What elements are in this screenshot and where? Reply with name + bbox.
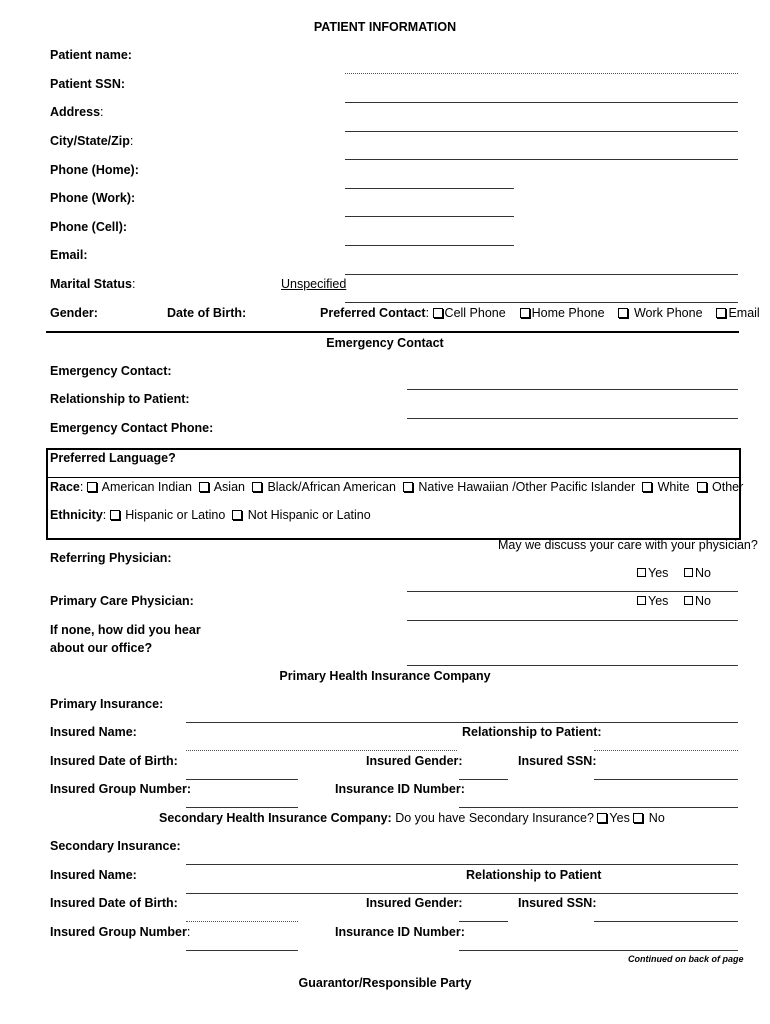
checkbox-icon [110, 510, 120, 520]
city-label-text: City/State/Zip [50, 134, 130, 148]
secondary-ssn-field[interactable] [594, 921, 738, 922]
language-label: Preferred Language? [50, 451, 176, 465]
primary-physician-field[interactable] [407, 620, 738, 621]
referring-no-checkbox[interactable] [684, 566, 711, 580]
city-field[interactable] [345, 159, 738, 160]
contact-email-label: Email [728, 306, 760, 320]
hear-label-line-2: about our office? [50, 641, 153, 655]
contact-cell-checkbox[interactable] [433, 306, 506, 320]
race-option-label: Other [712, 480, 744, 494]
page-title: PATIENT INFORMATION [313, 20, 457, 34]
patient-ssn-label: Patient SSN: [50, 77, 126, 91]
race-option-label: Native Hawaiian /Other Pacific Islander [418, 480, 636, 494]
marital-field[interactable] [345, 302, 738, 303]
secondary-insured-name-label: Insured Name: [50, 868, 137, 882]
ethnicity-option-label: Hispanic or Latino [125, 508, 226, 522]
checkbox-icon [199, 482, 209, 492]
secondary-group-label-text: Insured Group Number [50, 925, 187, 939]
checkbox-icon [716, 308, 726, 318]
checkbox-icon [87, 482, 97, 492]
primary-id-label: Insurance ID Number: [335, 782, 465, 796]
primary-ssn-label: Insured SSN: [518, 754, 597, 768]
race-option-label: American Indian [101, 480, 192, 494]
hear-label-line-1: If none, how did you hear [50, 623, 201, 637]
primary-insured-name-field[interactable] [186, 750, 457, 751]
primary-insurance-field[interactable] [186, 722, 738, 723]
primary-id-field[interactable] [459, 807, 738, 808]
contact-work-checkbox[interactable] [618, 306, 702, 320]
referring-physician-field[interactable] [407, 591, 738, 592]
primary-insurance-label: Primary Insurance: [50, 697, 164, 711]
emergency-contact-field[interactable] [407, 389, 738, 390]
emergency-contact-label: Emergency Contact: [50, 364, 172, 378]
checkbox-icon [637, 596, 646, 605]
primary-gender-field[interactable] [459, 779, 508, 780]
primary-no-checkbox[interactable] [684, 594, 711, 608]
dob-label: Date of Birth: [167, 306, 247, 320]
emergency-heading: Emergency Contact [326, 336, 444, 350]
contact-email-checkbox[interactable] [716, 306, 759, 320]
secondary-gender-field[interactable] [459, 921, 508, 922]
secondary-ssn-label: Insured SSN: [518, 896, 597, 910]
gender-label: Gender: [50, 306, 98, 320]
checkbox-icon [633, 813, 643, 823]
race-row: Race: American Indian Asian Black/African American Native Hawaiian /Other Pacific Islander White Other [50, 480, 744, 494]
checkbox-icon [618, 308, 628, 318]
emergency-relationship-label: Relationship to Patient: [50, 392, 190, 406]
race-asian-checkbox[interactable] [199, 480, 245, 494]
race-option-label: White [657, 480, 690, 494]
ethnicity-not-hispanic-checkbox[interactable] [232, 508, 370, 522]
continued-note: Continued on back of page [628, 954, 744, 964]
secondary-id-label: Insurance ID Number: [335, 925, 465, 939]
patient-name-field[interactable] [345, 73, 738, 74]
race-option-label: Asian [213, 480, 245, 494]
primary-insurance-heading: Primary Health Insurance Company [279, 669, 491, 683]
city-label: City/State/Zip: [50, 134, 134, 148]
checkbox-icon [252, 482, 262, 492]
primary-relationship-label: Relationship to Patient: [462, 725, 602, 739]
secondary-relationship-label: Relationship to Patient [466, 868, 602, 882]
language-field[interactable] [48, 477, 739, 478]
primary-group-field[interactable] [186, 807, 298, 808]
marital-label-text: Marital Status [50, 277, 132, 291]
emergency-relationship-field[interactable] [407, 418, 738, 419]
email-label: Email: [50, 248, 88, 262]
primary-ssn-field[interactable] [594, 779, 738, 780]
preferred-contact: Preferred Contact: Cell Phone Home Phone Work Phone Email [320, 306, 760, 320]
secondary-insurance-heading-row [159, 811, 665, 825]
primary-relationship-field[interactable] [594, 750, 738, 751]
phone-home-label: Phone (Home): [50, 163, 139, 177]
referring-physician-label: Referring Physician: [50, 551, 172, 565]
no-label: No [695, 566, 711, 580]
ethnicity-label: Ethnicity [50, 508, 103, 522]
race-american-indian-checkbox[interactable] [87, 480, 192, 494]
patient-ssn-field[interactable] [345, 102, 738, 103]
yes-label: Yes [648, 594, 669, 608]
phone-home-field[interactable] [345, 188, 514, 189]
section-divider [46, 331, 739, 333]
yes-label: Yes [648, 566, 669, 580]
secondary-yes-checkbox[interactable] [597, 811, 629, 825]
phone-cell-label: Phone (Cell): [50, 220, 128, 234]
secondary-insurance-field[interactable] [186, 864, 738, 865]
primary-yes-checkbox[interactable] [637, 594, 668, 608]
secondary-no-checkbox[interactable] [633, 811, 664, 825]
secondary-insured-name-field[interactable] [186, 893, 738, 894]
secondary-group-field[interactable] [186, 950, 298, 951]
email-field[interactable] [345, 274, 738, 275]
phone-cell-field[interactable] [345, 245, 514, 246]
guarantor-heading: Guarantor/Responsible Party [298, 976, 472, 990]
marital-label: Marital Status: [50, 277, 136, 291]
race-other-checkbox[interactable] [697, 480, 744, 494]
patient-name-label: Patient name: [50, 48, 132, 62]
primary-gender-label: Insured Gender: [366, 754, 463, 768]
ethnicity-row: Ethnicity: Hispanic or Latino Not Hispanic or Latino [50, 508, 371, 522]
checkbox-icon [642, 482, 652, 492]
primary-group-label: Insured Group Number: [50, 782, 191, 796]
preferred-contact-label: Preferred Contact [320, 306, 426, 320]
secondary-insurance-heading: Secondary Health Insurance Company: [159, 811, 392, 825]
secondary-id-field[interactable] [459, 950, 738, 951]
race-white-checkbox[interactable] [642, 480, 689, 494]
secondary-no-label: No [648, 811, 665, 825]
checkbox-icon [597, 813, 607, 823]
ethnicity-hispanic-checkbox[interactable] [110, 508, 226, 522]
hear-field[interactable] [407, 665, 738, 666]
secondary-gender-label: Insured Gender: [366, 896, 463, 910]
checkbox-icon [403, 482, 413, 492]
checkbox-icon [684, 596, 693, 605]
secondary-dob-label: Insured Date of Birth: [50, 896, 178, 910]
contact-work-label: Work Phone [633, 306, 703, 320]
checkbox-icon [697, 482, 707, 492]
checkbox-icon [684, 568, 693, 577]
race-hawaiian-checkbox[interactable] [403, 480, 635, 494]
secondary-yes-label: Yes [609, 811, 630, 825]
phone-work-label: Phone (Work): [50, 191, 136, 205]
contact-cell-label: Cell Phone [444, 306, 506, 320]
checkbox-icon [637, 568, 646, 577]
discuss-question: May we discuss your care with your physician? [498, 538, 758, 552]
primary-dob-label: Insured Date of Birth: [50, 754, 178, 768]
contact-home-checkbox[interactable] [520, 306, 605, 320]
race-black-checkbox[interactable] [252, 480, 396, 494]
ethnicity-option-label: Not Hispanic or Latino [247, 508, 371, 522]
race-label: Race [50, 480, 80, 494]
primary-physician-label: Primary Care Physician: [50, 594, 194, 608]
primary-insured-name-label: Insured Name: [50, 725, 137, 739]
phone-work-field[interactable] [345, 216, 514, 217]
marital-value[interactable]: Unspecified [281, 277, 347, 291]
secondary-group-label: Insured Group Number: [50, 925, 191, 939]
race-option-label: Black/African American [267, 480, 396, 494]
address-field[interactable] [345, 131, 738, 132]
secondary-dob-field[interactable] [186, 921, 298, 922]
secondary-question: Do you have Secondary Insurance? [395, 811, 594, 825]
checkbox-icon [433, 308, 443, 318]
secondary-insurance-label: Secondary Insurance: [50, 839, 181, 853]
referring-yes-checkbox[interactable] [637, 566, 668, 580]
contact-home-label: Home Phone [531, 306, 605, 320]
primary-dob-field[interactable] [186, 779, 298, 780]
emergency-phone-label: Emergency Contact Phone: [50, 421, 214, 435]
checkbox-icon [232, 510, 242, 520]
checkbox-icon [520, 308, 530, 318]
no-label: No [695, 594, 711, 608]
address-label: Address: [50, 105, 104, 119]
address-label-text: Address [50, 105, 101, 119]
